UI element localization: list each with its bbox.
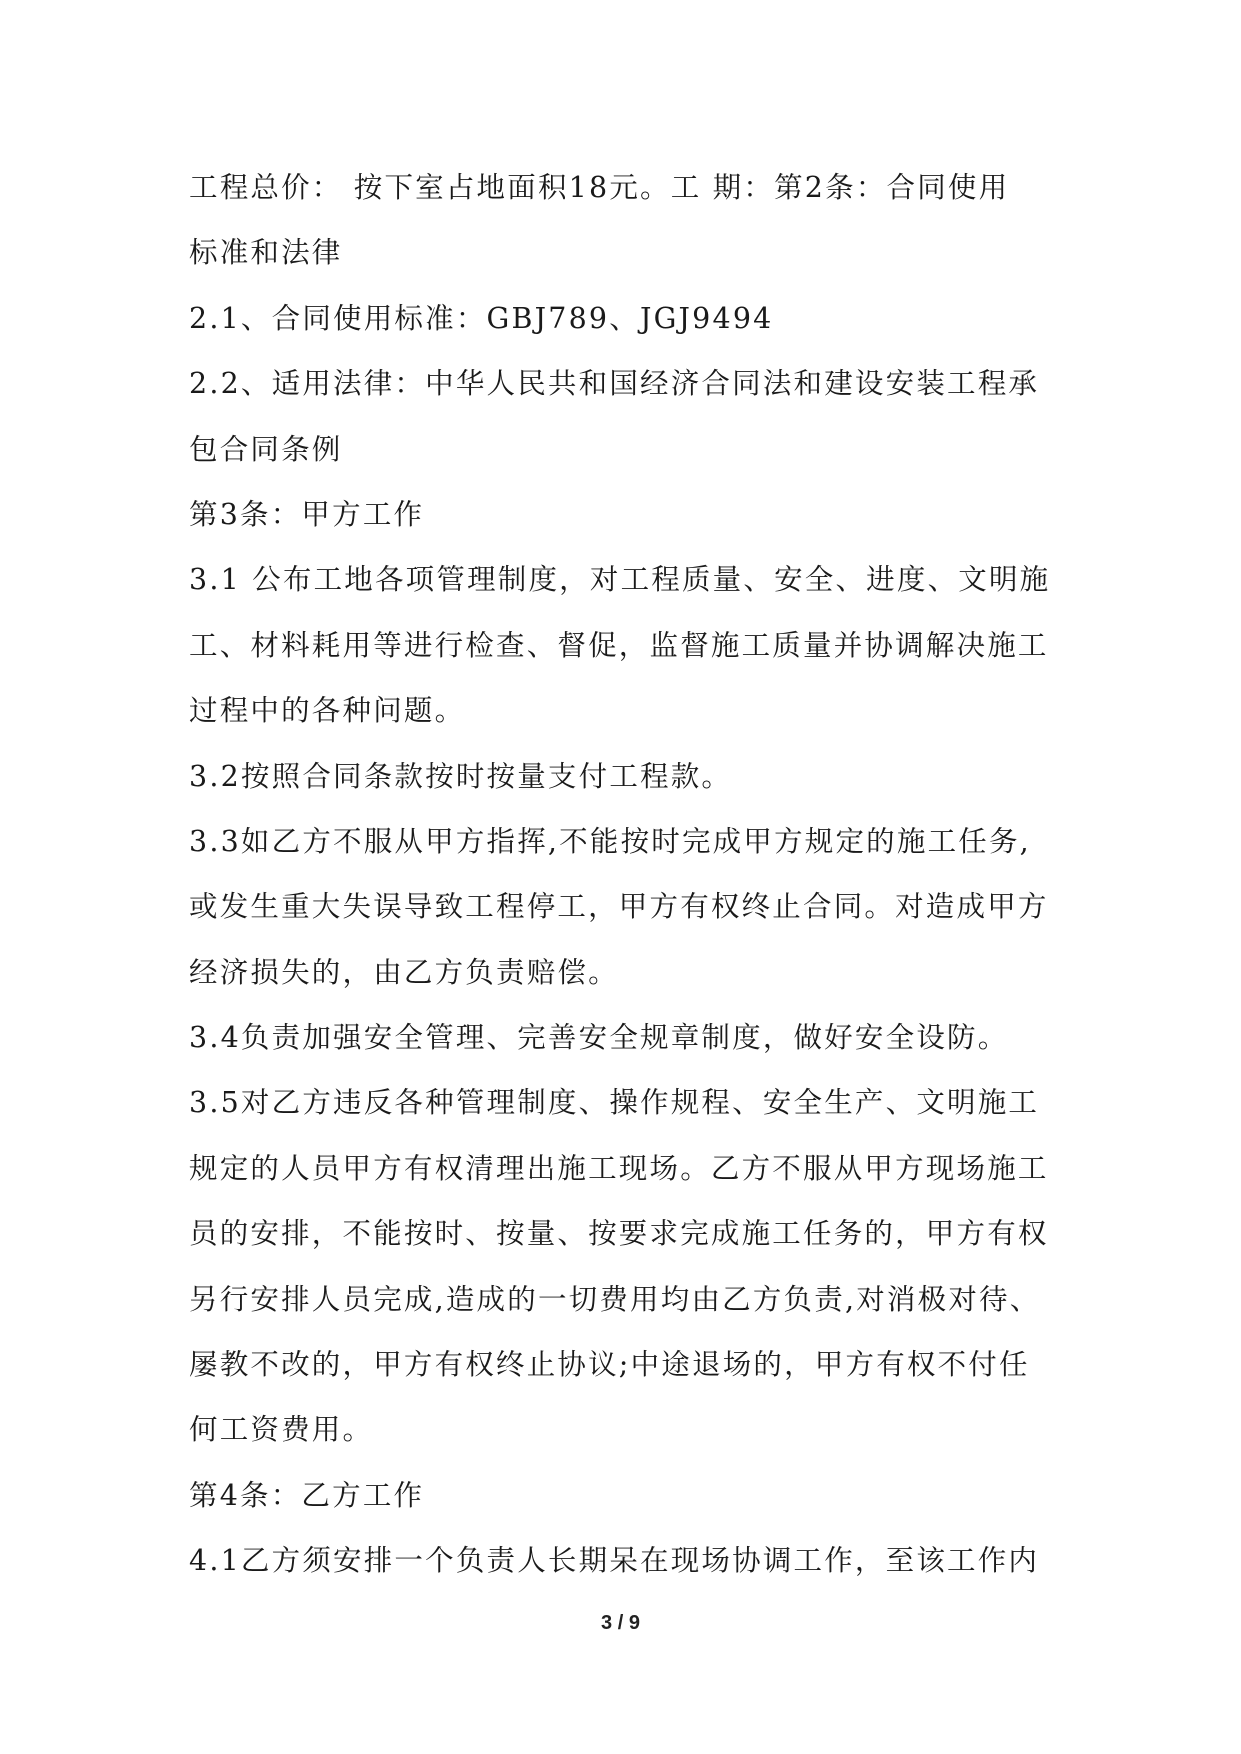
- text-line: 3.2按照合同条款按时按量支付工程款。: [189, 759, 733, 793]
- section-heading: 第4条：乙方工作: [189, 1478, 425, 1512]
- text-line: 或发生重大失误导致工程停工，甲方有权终止合同。对造成甲方: [189, 890, 1049, 924]
- text-line: 3.5对乙方违反各种管理制度、操作规程、安全生产、文明施工: [189, 1086, 1040, 1120]
- text-line: 标准和法律: [189, 236, 343, 270]
- text-line: 过程中的各种问题。: [189, 694, 466, 728]
- text-line: 屡教不改的，甲方有权终止协议;中途退场的，甲方有权不付任: [189, 1348, 1030, 1382]
- text-line: 3.3如乙方不服从甲方指挥,不能按时完成甲方规定的施工任务,: [189, 824, 1031, 858]
- text-line: 员的安排，不能按时、按量、按要求完成施工任务的，甲方有权: [189, 1217, 1049, 1251]
- page-number: 3 / 9: [601, 1612, 640, 1634]
- text-line: 3.1 公布工地各项管理制度，对工程质量、安全、进度、文明施: [189, 563, 1051, 597]
- text-line: 2.1、合同使用标准：GBJ789、JGJ9494: [189, 301, 774, 335]
- text-line: 工程总价： 按下室占地面积18元。工 期：第2条：合同使用: [189, 171, 1010, 204]
- text-line: 另行安排人员完成,造成的一切费用均由乙方负责,对消极对待、: [189, 1282, 1041, 1316]
- text-line: 何工资费用。: [189, 1413, 374, 1447]
- document-body: [189, 155, 1059, 1594]
- text-line: 经济损失的，由乙方负责赔偿。: [189, 955, 619, 989]
- text-line: 工、材料耗用等进行检查、督促，监督施工质量并协调解决施工: [189, 628, 1049, 662]
- section-heading: 第3条：甲方工作: [189, 497, 425, 531]
- text-line: 包合同条例: [189, 432, 343, 466]
- text-line: 规定的人员甲方有权清理出施工现场。乙方不服从甲方现场施工: [189, 1151, 1049, 1185]
- text-line: 4.1乙方须安排一个负责人长期呆在现场协调工作，至该工作内: [189, 1544, 1040, 1578]
- text-line: 2.2、适用法律：中华人民共和国经济合同法和建设安装工程承: [189, 367, 1040, 401]
- text-line: 3.4负责加强安全管理、完善安全规章制度，做好安全设防。: [189, 1021, 1009, 1055]
